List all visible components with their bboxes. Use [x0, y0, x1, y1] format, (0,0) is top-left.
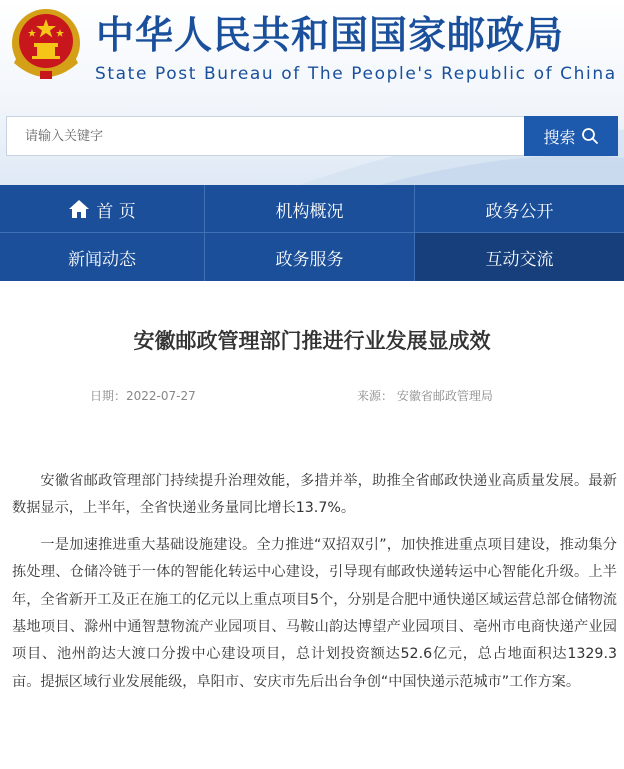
nav-item-government-affairs-label: 政务公开	[485, 201, 554, 222]
national-emblem-icon	[6, 5, 86, 85]
nav-item-services-label: 政务服务	[275, 249, 344, 270]
site-title-chinese: 中华人民共和国国家邮政局	[96, 13, 565, 57]
site-title-english: State Post Bureau of The People's Republic of China	[95, 64, 617, 84]
search-button[interactable]	[524, 116, 618, 156]
nav-item-organization-label: 机构概况	[275, 201, 344, 222]
search-box	[6, 116, 524, 156]
article-date: 日期：2022-07-27	[90, 389, 196, 403]
nav-item-interaction-label: 互动交流	[485, 249, 554, 270]
nav-item-interaction[interactable]	[415, 233, 624, 281]
main-navigation	[0, 185, 624, 281]
search-button-label: 搜索	[543, 127, 576, 147]
nav-item-government-affairs[interactable]	[415, 185, 624, 233]
home-icon	[68, 199, 90, 219]
nav-item-services[interactable]	[205, 233, 414, 281]
nav-item-news[interactable]	[0, 233, 204, 281]
article-title: 安徽邮政管理部门推进行业发展显成效	[133, 329, 491, 353]
nav-divider	[204, 185, 205, 281]
search-input[interactable]	[7, 117, 524, 155]
nav-item-home[interactable]	[0, 185, 204, 233]
article-source: 来源： 安徽省邮政管理局	[357, 389, 493, 403]
article-paragraph: 安徽省邮政管理部门持续提升治理效能，多措并举，助推全省邮政快递业高质量发展。最新数据显示，上半年，全省快递业务量同比增长13.7%。	[12, 473, 617, 517]
site-header	[0, 0, 624, 185]
nav-item-home-label: 首 页	[96, 201, 136, 222]
nav-item-organization[interactable]	[205, 185, 414, 233]
article-paragraph: 一是加速推进重大基础设施建设。全力推进“双招双引”，加快推进重点项目建设，推动集分拣处理、仓储冷链于一体的智能化转运中心建设，引导现有邮政快递转运中心智能化升级。上半年，全省新开工及正在施工的亿元以上重点项目5个，分别是合肥中通快递区域运营总部仓储物流基地项目、滁州中通智慧物流产业园项目、马鞍山韵达博望产业园项目、亳州市电商快递产业园项目、池州韵达大渡口分拨中心建设项目，总计划投资额达52.6亿元，总占地面积达1329.3亩。提振区域行业发展能级，阜阳市、安庆市先后出台争创“中国快递示范城市”工作方案。	[12, 536, 617, 690]
nav-item-news-label: 新闻动态	[68, 249, 136, 270]
search-icon	[581, 127, 599, 145]
nav-divider	[0, 232, 624, 233]
nav-divider	[414, 185, 415, 281]
article-body	[12, 468, 617, 705]
